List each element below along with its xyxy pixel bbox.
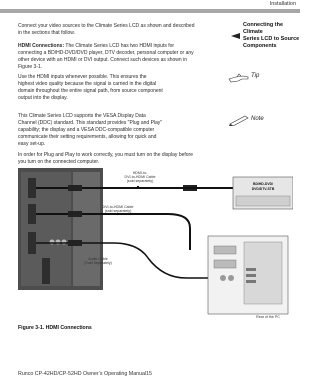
footer-manual-title: Runco CP-42HD/CP-52HD Owner’s Operating Manual bbox=[18, 371, 147, 377]
tip-hand-icon bbox=[228, 71, 250, 89]
note-line: Channel (DDC) standard. This standard provides "Plug and Play" bbox=[18, 120, 163, 127]
sidebar-title-line: Connecting the Climate bbox=[243, 22, 284, 35]
note-paragraph bbox=[18, 113, 228, 148]
device-label: BD/HD-DVD/ bbox=[253, 182, 273, 186]
audio-port bbox=[28, 232, 36, 254]
tip-line: Use the HDMI inputs whenever possible. This ensures the bbox=[18, 74, 147, 80]
device-label: DVD/DTV-STB bbox=[251, 187, 275, 191]
sidebar-arrow-icon bbox=[231, 26, 240, 44]
hdmi-line: The Climate Series LCD has two HDMI inputs for bbox=[64, 43, 175, 49]
note-line: easy set-up. bbox=[18, 141, 46, 148]
hdmi-line: Figure 3-1. bbox=[18, 64, 43, 71]
sidebar-title-line: Components bbox=[243, 43, 277, 49]
intro-paragraph bbox=[18, 23, 218, 37]
note-line: This Climate Series LCD supports the VESA Display Data bbox=[18, 113, 146, 119]
tip-line: highest video quality because the signal is carried in the digital bbox=[18, 81, 157, 88]
hdmi-cable-label: DVI-to-HDMI Cable bbox=[124, 175, 156, 179]
audio-cable-label: Audio Cable bbox=[88, 257, 108, 261]
note-line: capability; the display and a VESA DDC-compatible computer bbox=[18, 127, 155, 134]
intro-line: Connect your video sources to the Climate Series LCD as shown and described bbox=[18, 23, 195, 29]
page-number: 15 bbox=[146, 371, 152, 377]
hdmi-heading: HDMI Connections: bbox=[18, 43, 65, 49]
tip-paragraph bbox=[18, 74, 228, 102]
note-pencil-icon bbox=[228, 113, 250, 131]
hdmi-cable-label: (sold separately) bbox=[126, 179, 154, 183]
hdmi-connections-figure bbox=[18, 168, 293, 323]
hdmi-paragraph bbox=[18, 43, 228, 71]
header-rule bbox=[0, 9, 300, 13]
hdmi-port-2 bbox=[28, 204, 36, 224]
hdmi-line: connecting a BD/HD-DVD/DVD player, DTV decoder, personal computer or any bbox=[18, 50, 194, 57]
plugplay-paragraph bbox=[18, 152, 233, 166]
tip-line: output into the display. bbox=[18, 95, 68, 102]
dvi-cable-label: DVI-to-HDMI Cable bbox=[102, 205, 134, 209]
sidebar-title bbox=[243, 22, 303, 50]
dvi-cable-label: (sold separately) bbox=[104, 209, 132, 213]
figure-caption: Figure 3-1. HDMI Connections bbox=[18, 325, 92, 331]
plugplay-line: In order for Plug and Play to work correctly, you must turn on the display before bbox=[18, 152, 193, 158]
note-line: communicate their setting requirements, allowing for quick and bbox=[18, 134, 157, 141]
plugplay-line: you turn on the connected computer. bbox=[18, 159, 100, 166]
intro-line: in the sections that follow. bbox=[18, 30, 75, 37]
hdmi-cable-label: HDMI-to- bbox=[132, 171, 148, 175]
tip-line: domain throughout the entire signal path, from source component bbox=[18, 88, 163, 95]
audio-cable-label: (Sold Separately) bbox=[84, 261, 112, 265]
hdmi-line: other device with an HDMI or DVI output. Connect such devices as shown in bbox=[18, 57, 187, 64]
sidebar-title-line: Series LCD to Source bbox=[243, 36, 300, 42]
section-title: Installation bbox=[269, 1, 296, 7]
hdmi-port-1 bbox=[28, 178, 36, 198]
note-label: Note bbox=[251, 116, 264, 122]
tip-label: Tip bbox=[251, 73, 260, 79]
pc-label: Rear of the PC bbox=[256, 315, 280, 318]
